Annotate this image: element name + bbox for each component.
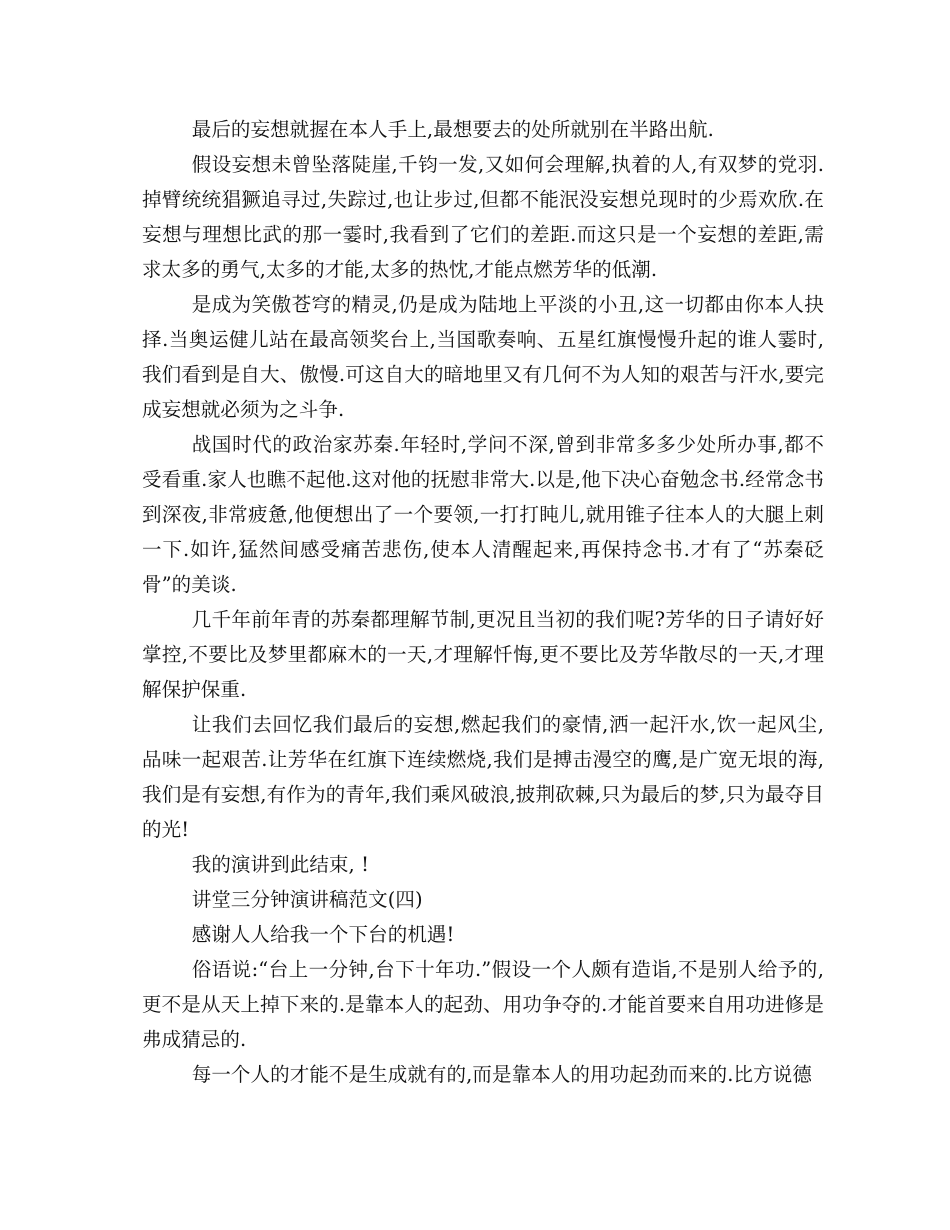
paragraph: 让我们去回忆我们最后的妄想,燃起我们的豪情,洒一起汗水,饮一起风尘,品味一起艰苦.让芳华在红旗下连续燃烧,我们是搏击漫空的鹰,是广宽无垠的海,我们是有妄想,有作为的青年,我们乘风破浪,披荆砍棘,只为最后的梦,只为最夺目的光! [142,713,824,841]
paragraph: 几千年前年青的苏秦都理解节制,更况且当初的我们呢?芳华的日子请好好掌控,不要比及梦里都麻木的一天,才理解忏悔,更不要比及芳华散尽的一天,才理解保护保重. [142,608,824,701]
paragraph: 是成为笑傲苍穹的精灵,仍是成为陆地上平淡的小丑,这一切都由你本人抉择.当奥运健儿站在最高领奖台上,当国歌奏响、五星红旗慢慢升起的谁人霎时,我们看到是自大、傲慢.可这自大的暗地里又有几何不为人知的艰苦与汗水,要完成妄想就必须为之斗争. [142,293,824,421]
section-heading: 讲堂三分钟演讲稿范文(四) [191,888,423,911]
closing-line: 我的演讲到此结束, ! [191,853,370,876]
paragraph: 每一个人的才能不是生成就有的,而是靠本人的用功起劲而来的.比方说德 [191,1063,812,1086]
paragraph: 感谢人人给我一个下台的机遇! [191,923,455,946]
paragraph: 最后的妄想就握在本人手上,最想要去的处所就别在半路出航. [191,118,714,141]
document-page [142,112,824,1092]
paragraph: 战国时代的政治家苏秦.年轻时,学问不深,曾到非常多多少处所办事,都不受看重.家人也瞧不起他.这对他的抚慰非常大.以是,他下决心奋勉念书.经常念书到深夜,非常疲惫,他便想出了一个要领,一打打盹儿,就用锥子往本人的大腿上刺一下.如许,猛然间感受痛苦悲伤,使本人清醒起来,再保持念书.才有了“苏秦砭骨”的美谈. [142,433,824,596]
paragraph: 假设妄想未曾坠落陡崖,千钧一发,又如何会理解,执着的人,有双梦的党羽.掉臂统统猖獗追寻过,失踪过,也让步过,但都不能泯没妄想兑现时的少焉欢欣.在妄想与理想比武的那一霎时,我看到了它们的差距.而这只是一个妄想的差距,需求太多的勇气,太多的才能,太多的热忱,才能点燃芳华的低潮. [142,153,824,281]
paragraph: 俗语说:“台上一分钟,台下十年功.”假设一个人颇有造诣,不是别人给予的,更不是从天上掉下来的.是靠本人的起劲、用功争夺的.才能首要来自用功进修是弗成猜忌的. [142,958,824,1051]
